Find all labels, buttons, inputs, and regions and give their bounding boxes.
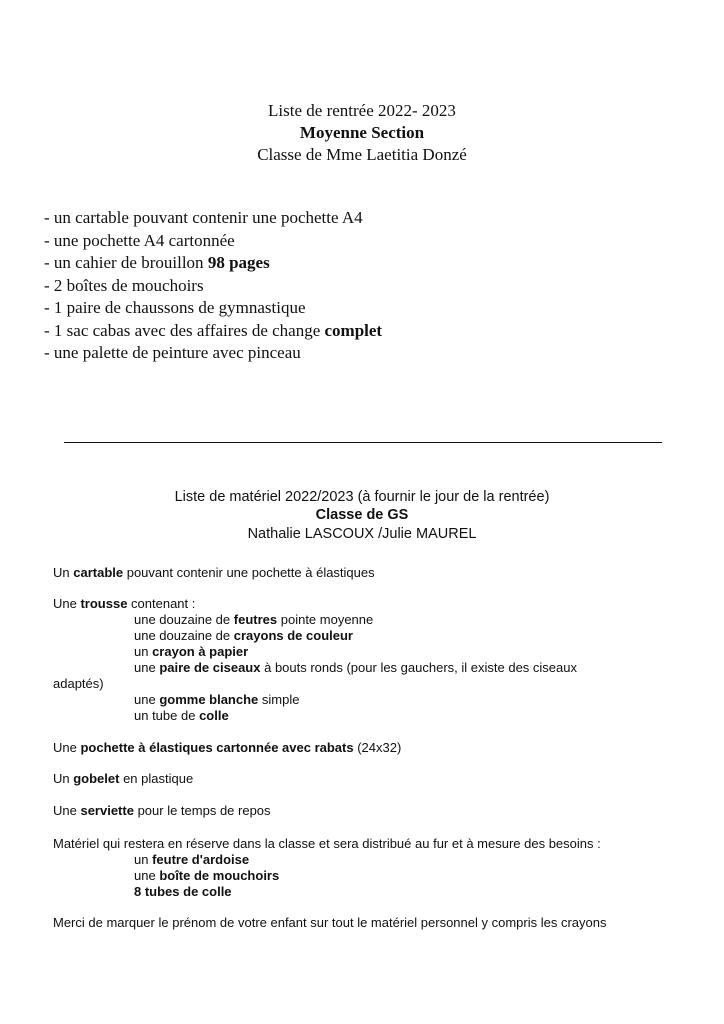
merci-note: Merci de marquer le prénom de votre enfant sur tout le matériel personnel y compris les crayons [53,915,607,930]
list-item: une paire de ciseaux à bouts ronds (pour les gauchers, il existe des ciseaux [134,660,577,675]
serviette-line: Une serviette pour le temps de repos [53,803,271,818]
list-item: - un cahier de brouillon 98 pages [44,253,270,272]
list-item: - une pochette A4 cartonnée [44,230,235,250]
list-item: - 1 paire de chaussons de gymnastique [44,298,306,317]
gs-teachers: Nathalie LASCOUX /Julie MAUREL [247,526,477,542]
list-item: une boîte de mouchoirs [134,868,280,883]
gs-class: Classe de GS [315,507,409,523]
cartable-line: Un cartable pouvant contenir une pochette à élastiques [53,565,375,580]
list-item: une douzaine de feutres pointe moyenne [134,612,374,627]
list-item: - une palette de peinture avec pinceau [44,343,301,362]
list-item-continuation: adaptés) [53,676,104,691]
pochette-line: Une pochette à élastiques cartonnée avec rabats (24x32) [53,740,402,755]
list-item: une douzaine de crayons de couleur [134,628,353,643]
list-item: une gomme blanche simple [134,692,300,707]
list-item: un tube de colle [134,708,229,723]
list-item: un crayon à papier [134,644,249,659]
ms-section: Moyenne Section [299,123,425,142]
list-item: - un cartable pouvant contenir une pochette A4 [44,208,363,227]
ms-supply-list [44,207,382,365]
ms-title: Liste de rentrée 2022- 2023 [268,101,456,120]
gs-title: Liste de matériel 2022/2023 (à fournir le jour de la rentrée) [174,489,550,505]
list-item: - 2 boîtes de mouchoirs [44,275,204,295]
list-item: un feutre d'ardoise [134,852,250,867]
ms-teacher: Classe de Mme Laetitia Donzé [257,145,467,164]
gobelet-line: Un gobelet en plastique [53,771,194,786]
trousse-line: Une trousse contenant : [53,596,196,611]
list-item: - 1 sac cabas avec des affaires de change complet [44,320,383,340]
section-divider [64,442,662,443]
reserve-line: Matériel qui restera en réserve dans la classe et sera distribué au fur et à mesure des besoins : [53,836,601,851]
list-item: 8 tubes de colle [134,884,232,899]
